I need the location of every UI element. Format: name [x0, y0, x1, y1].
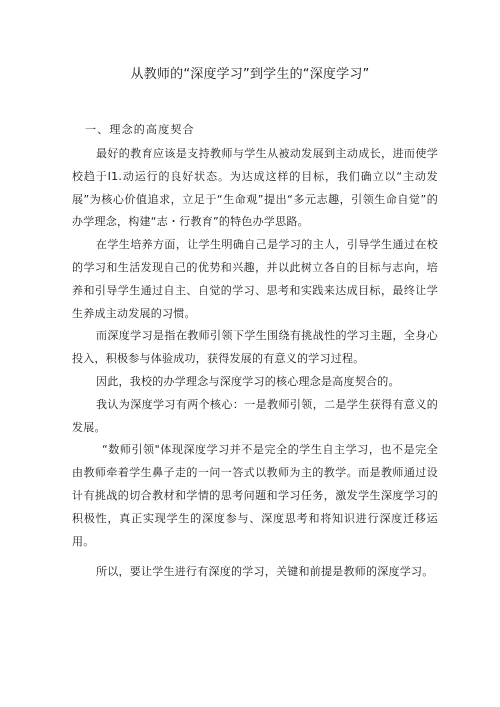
- document-body: [72, 143, 438, 584]
- paragraph-7: 所以，要让学生进行有深度的学习，关键和前提是教师的深度学习。: [96, 565, 434, 579]
- paragraph-4: 因此，我校的办学理念与深度学习的核心理念是高度契合的。: [96, 374, 400, 388]
- paragraph-6: “数师引领"体现深度学习并不是完全的学生自主学习，也不是完全由教师牵着学生鼻子走的一问一答式以教师为主的教学。而是教师通过设计有挑战的切合教材和学情的思考问题和学习任务，激发学生深度学习的积极性，真正实现学生的深度参与、深度思考和将知识进行深度迁移运用。: [72, 443, 438, 548]
- document-title: 从教师的“深度学习”到学生的“深度学习”: [130, 67, 370, 82]
- paragraph-2: 在学生培养方面，让学生明确自己是学习的主人，引导学生通过在校的学习和生活发现自己的优势和兴趣，并以此树立各自的目标与志向，培养和引导学生通过自主、自觉的学习、思考和实践来达成目标，最终让学生养成主动发展的习惯。: [72, 238, 438, 320]
- paragraph-1: 最好的教育应该是支持教师与学生从被动发展到主动成长，进而使学校趋于I1.动运行的良好状态。为达成这样的目标，我们确立以“主动发展”为核心价值追求，立足于“生命观”提出“多元志趣，引领生命自觉”的办学理念，构建“志・行教育”的特色办学思路。: [72, 147, 438, 229]
- section-heading: 一、理念的高度契合: [85, 123, 195, 136]
- paragraph-3: 而深度学习是指在教师引领下学生围绕有挑战性的学习主题，全身心投入，积极参与体验成功，获得发展的有意义的学习过程。: [72, 329, 438, 366]
- paragraph-5: 我认为深度学习有两个核心：一是教师引领，二是学生获得有意义的发展。: [72, 397, 438, 434]
